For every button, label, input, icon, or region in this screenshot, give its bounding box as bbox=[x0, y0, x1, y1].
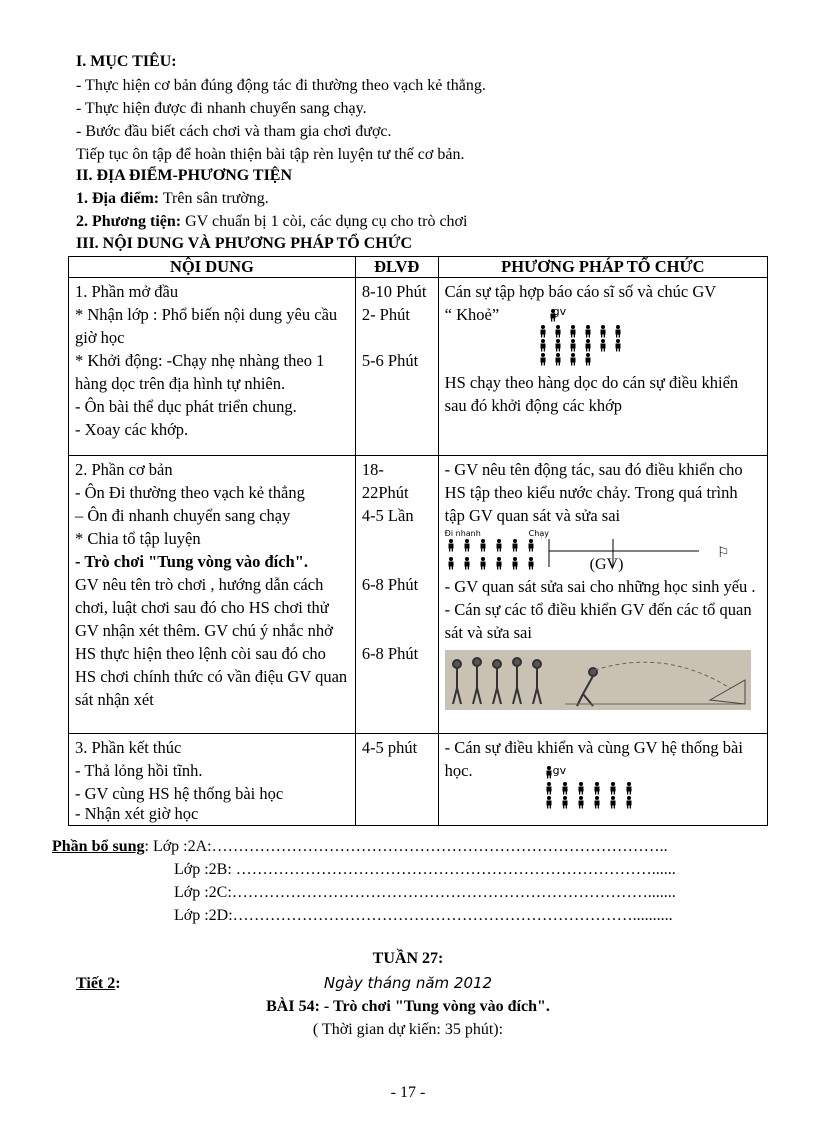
student-figure bbox=[578, 782, 583, 795]
place-value: Trên sân trường. bbox=[159, 190, 269, 207]
row1-item: - Xoay các khớp. bbox=[75, 420, 189, 439]
week-title: TUẦN 27: bbox=[372, 950, 444, 967]
student-figure bbox=[464, 539, 469, 552]
student-figure bbox=[585, 353, 590, 366]
student-formation bbox=[539, 766, 659, 812]
student-figure bbox=[626, 782, 631, 795]
dose-value: 18- bbox=[361, 460, 384, 479]
student-figure bbox=[528, 539, 533, 552]
student-figure bbox=[546, 782, 551, 795]
dose-value: 4-5 Lần bbox=[361, 506, 414, 525]
row3-content bbox=[69, 734, 356, 826]
student-figure bbox=[570, 353, 575, 366]
dose-value: 6-8 Phút bbox=[361, 575, 419, 594]
student-figure bbox=[464, 557, 469, 570]
place-label: 1. Địa điểm: bbox=[76, 190, 160, 207]
student-figure bbox=[562, 796, 567, 809]
page-number: - 17 - bbox=[390, 1084, 426, 1101]
tools-label: 2. Phương tiện: bbox=[76, 213, 182, 230]
row3-item: - Nhận xét giờ học bbox=[75, 804, 199, 823]
row1-item: * Khởi động: -Chạy nhẹ nhàng theo 1 hàng dọc trên địa hình tự nhiên. bbox=[75, 351, 325, 393]
formation-diagram bbox=[445, 303, 761, 371]
lesson-title bbox=[0, 998, 816, 1016]
row2-item: * Chia tổ tập luyện bbox=[75, 529, 201, 548]
row1-title: 1. Phần mở đầu bbox=[75, 282, 179, 301]
student-figure bbox=[555, 325, 560, 338]
place-line bbox=[76, 189, 269, 209]
student-figure bbox=[540, 353, 545, 366]
class-2d-line: Lớp :2D:………………………………………………………………….......... bbox=[174, 907, 673, 924]
row1-item: * Nhận lớp : Phổ biến nội dung yêu cầu giờ học bbox=[75, 305, 338, 347]
row2-item: – Ôn đi nhanh chuyển sang chạy bbox=[75, 506, 291, 525]
game-illustration bbox=[445, 650, 751, 710]
dose-value: 5-6 Phút bbox=[361, 351, 419, 370]
method-text: - Cán sự điều khiển và cùng GV hệ thống bài học. bbox=[444, 738, 743, 780]
supplement-label: Phần bổ sung bbox=[52, 838, 145, 855]
student-figure bbox=[610, 782, 615, 795]
game-name: - Trò chơi "Tung vòng vào đích". bbox=[75, 552, 308, 571]
student-figure bbox=[448, 539, 453, 552]
student-figure bbox=[600, 325, 605, 338]
tools-line bbox=[76, 212, 467, 232]
row1-method bbox=[438, 278, 767, 456]
row3-item: - Thả lỏng hồi tĩnh. bbox=[75, 761, 203, 780]
row2-method bbox=[438, 456, 767, 734]
method-text: - GV nêu tên động tác, sau đó điều khiển cho HS tập theo kiểu nước chảy. Trong quá trình tập GV quan sát và sửa sai bbox=[444, 460, 743, 525]
lesson-prefix: BÀI 54: - bbox=[266, 998, 333, 1015]
method-text: “ Khoẻ” bbox=[444, 305, 500, 324]
gv-label: gv bbox=[552, 305, 567, 318]
student-figure bbox=[594, 796, 599, 809]
dose-value: 8-10 Phút bbox=[361, 282, 427, 301]
student-figure bbox=[496, 557, 501, 570]
dose-value: 2- Phút bbox=[361, 305, 410, 324]
date-line: Ngày tháng năm 2012 bbox=[323, 974, 493, 992]
class-2a-line: : Lớp :2A:………………………………………………………………………….. bbox=[144, 838, 668, 855]
student-figure bbox=[594, 782, 599, 795]
duration-line: ( Thời gian dự kiến: 35 phút): bbox=[312, 1021, 504, 1038]
section-1-heading: I. MỤC TIÊU: bbox=[76, 53, 177, 70]
row3-item: - GV cùng HS hệ thống bài học bbox=[75, 784, 284, 803]
student-figure bbox=[555, 339, 560, 352]
lesson-name: Trò chơi "Tung vòng vào đích". bbox=[332, 998, 550, 1015]
student-figure bbox=[600, 339, 605, 352]
class-2b-line: Lớp :2B: ……………………………………………………………………...... bbox=[174, 861, 676, 878]
student-figure bbox=[570, 339, 575, 352]
student-figure bbox=[448, 557, 453, 570]
row2-item: - Ôn Đi thường theo vạch kẻ thẳng bbox=[75, 483, 305, 502]
student-figure bbox=[615, 325, 620, 338]
row2-title: 2. Phần cơ bản bbox=[75, 460, 173, 479]
table-row bbox=[69, 456, 768, 734]
row2-dose bbox=[355, 456, 438, 734]
student-figure bbox=[626, 796, 631, 809]
student-figure bbox=[546, 796, 551, 809]
row3-method bbox=[438, 734, 767, 826]
table-header-row bbox=[69, 257, 768, 278]
objective-4: Tiếp tục ôn tập để hoàn thiện bài tập rèn luyện tư thế cơ bản. bbox=[76, 146, 465, 163]
walk-label: Đi nhanh bbox=[444, 529, 481, 538]
row2-item: GV nêu tên trò chơi , hướng dẫn cách chơi, luật chơi sau đó cho HS chơi thử GV nhận xét thêm. GV chú ý nhắc nhở HS thực hiện theo lệnh còi sau đó cho HS chơi chính thức có vần điệu GV quan sát nhận xét bbox=[75, 575, 348, 709]
student-figure bbox=[540, 325, 545, 338]
header-dose: ĐLVĐ bbox=[355, 257, 438, 278]
method-text: Cán sự tập hợp báo cáo sĩ số và chúc GV bbox=[444, 282, 717, 301]
student-figure bbox=[615, 339, 620, 352]
dose-value: 6-8 Phút bbox=[361, 644, 419, 663]
class-2c-line: Lớp :2C:……………………………………………………………………....... bbox=[174, 884, 676, 901]
objective-3: - Bước đầu biết cách chơi và tham gia chơi được. bbox=[76, 123, 392, 140]
gv-position-label: (GV) bbox=[589, 556, 624, 573]
tools-value: GV chuẩn bị 1 còi, các dụng cụ cho trò chơi bbox=[181, 213, 468, 230]
method-text: - GV quan sát sửa sai cho những học sinh yếu . bbox=[444, 577, 756, 596]
dose-value: 22Phút bbox=[361, 483, 409, 502]
student-figure bbox=[528, 557, 533, 570]
dose-value: 4-5 phút bbox=[361, 738, 418, 757]
student-figure bbox=[555, 353, 560, 366]
student-figure bbox=[610, 796, 615, 809]
student-figure bbox=[480, 539, 485, 552]
svg-text:⚐: ⚐ bbox=[716, 545, 730, 561]
method-text: - Cán sự các tổ điều khiển GV đến các tổ quan sát và sửa sai bbox=[444, 600, 752, 642]
table-row bbox=[69, 278, 768, 456]
student-figure bbox=[540, 339, 545, 352]
student-figure bbox=[585, 339, 590, 352]
row3-title: 3. Phần kết thúc bbox=[75, 738, 182, 757]
lesson-table bbox=[68, 256, 768, 826]
gv-label: gv bbox=[552, 764, 567, 777]
student-figure bbox=[562, 782, 567, 795]
row1-item: - Ôn bài thể dục phát triển chung. bbox=[75, 397, 297, 416]
row1-dose bbox=[355, 278, 438, 456]
student-figure bbox=[585, 325, 590, 338]
row2-content bbox=[69, 456, 356, 734]
objective-2: - Thực hiện được đi nhanh chuyển sang chạy. bbox=[76, 100, 367, 117]
row1-content bbox=[69, 278, 356, 456]
student-figure bbox=[512, 539, 517, 552]
student-figure bbox=[570, 325, 575, 338]
table-row bbox=[69, 734, 768, 826]
student-figure bbox=[546, 766, 551, 779]
supplement-line-1 bbox=[52, 837, 668, 857]
header-method: PHƯƠNG PHÁP TỔ CHỨC bbox=[438, 257, 767, 278]
section-2-heading: II. ĐỊA ĐIỂM-PHƯƠNG TIỆN bbox=[76, 167, 293, 184]
student-figure bbox=[578, 796, 583, 809]
method-text: HS chạy theo hàng dọc do cán sự điều khiển sau đó khởi động các khớp bbox=[444, 373, 739, 415]
header-content: NỘI DUNG bbox=[69, 257, 356, 278]
objective-1: - Thực hiện cơ bản đúng động tác đi thường theo vạch kẻ thẳng. bbox=[76, 77, 486, 94]
period-colon: : bbox=[115, 975, 121, 992]
student-figure bbox=[512, 557, 517, 570]
row3-dose bbox=[355, 734, 438, 826]
section-3-heading: III. NỘI DUNG VÀ PHƯƠNG PHÁP TỔ CHỨC bbox=[76, 235, 413, 252]
run-label: Chạy bbox=[528, 529, 549, 538]
period-text: Tiết 2 bbox=[76, 975, 116, 992]
student-figure bbox=[496, 539, 501, 552]
walk-run-diagram bbox=[445, 527, 761, 575]
student-figure bbox=[480, 557, 485, 570]
